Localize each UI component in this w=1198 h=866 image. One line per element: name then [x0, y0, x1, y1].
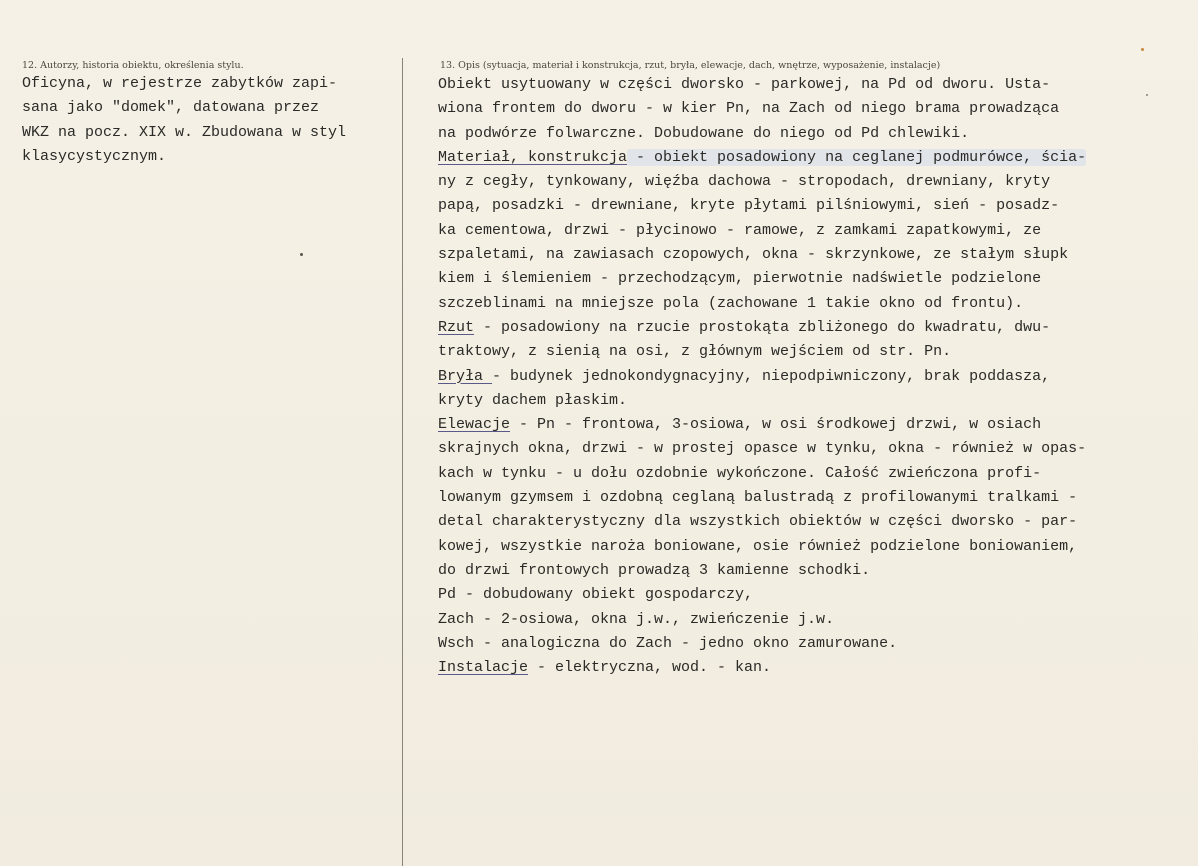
line-text: na podwórze folwarczne. Dobudowane do niego od Pd chlewiki. [438, 124, 970, 142]
line-text: papą, posadzki - drewniane, kryte płytami pilśniowymi, sień - posadz- [438, 197, 1060, 215]
line-text: Zach - 2-osiowa, okna j.w., zwieńczenie j.w. [438, 610, 835, 628]
right-text-line [438, 389, 1186, 413]
section-heading-material: Materiał, konstrukcja [438, 148, 628, 166]
right-text-line [438, 73, 1186, 97]
line-text: kiem i ślemieniem - przechodzącym, pierwotnie nadświetle podzielone [438, 270, 1042, 288]
right-text-line [438, 243, 1186, 267]
right-text-line [438, 194, 1186, 218]
line-text: szpaletami, na zawiasach czopowych, okna - skrzynkowe, ze stałym słupk [438, 246, 1069, 264]
left-column-header: 12. Autorzy, historia obiektu, określenia stylu. [22, 60, 244, 71]
line-text: kach w tynku - u dołu ozdobnie wykończone. Całość zwieńczona profi- [438, 464, 1042, 482]
section-heading-instalacje: Instalacje [438, 659, 529, 677]
line-text: szczeblinami na mniejsze pola (zachowane 1 takie okno od frontu). [438, 294, 1024, 312]
right-text-line [438, 146, 1186, 170]
right-text-line [438, 632, 1186, 656]
line-text: kryty dachem płaskim. [438, 391, 628, 409]
line-text: - Pn - frontowa, 3-osiowa, w osi środkowej drzwi, w osiach [510, 416, 1042, 434]
line-text: lowanym gzymsem i ozdobną ceglaną balustradą z profilowanymi tralkami - [438, 489, 1078, 507]
line-text: ny z cegły, tynkowany, więźba dachowa - stropodach, drewniany, kryty [438, 173, 1051, 191]
right-column-header: 13. Opis (sytuacja, materiał i konstrukcja, rzut, bryła, elewacje, dach, wnętrze, wyposażenie, instalacje) [440, 60, 941, 71]
left-text-line: WKZ na pocz. XIX w. Zbudowana w styl [22, 123, 347, 141]
right-text-line [438, 437, 1186, 461]
right-text-line [438, 413, 1186, 437]
line-text: do drzwi frontowych prowadzą 3 kamienne schodki. [438, 561, 871, 579]
right-text-line [438, 267, 1186, 291]
line-text: kowej, wszystkie naroża boniowane, osie również podzielone boniowaniem, [438, 537, 1078, 555]
right-text-line [438, 535, 1186, 559]
line-text: Obiekt usytuowany w części dworsko - parkowej, na Pd od dworu. Usta- [438, 76, 1051, 93]
right-text-line [438, 340, 1186, 364]
paper-speck [300, 253, 303, 256]
section-heading-bryla: Bryła [438, 367, 493, 385]
line-text: - elektryczna, wod. - kan. [528, 659, 772, 677]
right-text-line [438, 97, 1186, 121]
left-text-line: klasycystycznym. [22, 147, 167, 165]
line-text: ka cementowa, drzwi - płycinowo - ramowe, z zamkami zapatkowymi, ze [438, 221, 1042, 239]
right-text-line [438, 608, 1186, 632]
line-text: skrajnych okna, drzwi - w prostej opasce w tynku, okna - również w opas- [438, 440, 1087, 458]
line-text: detal charakterystyczny dla wszystkich obiektów w części dworsko - par- [438, 513, 1078, 531]
line-text: Pd - dobudowany obiekt gospodarczy, [438, 586, 754, 604]
paper-speck [1146, 94, 1148, 96]
paper-speck [1141, 48, 1144, 51]
left-column-text [22, 72, 400, 169]
right-text-line [438, 462, 1186, 486]
right-text-line [438, 583, 1186, 607]
right-text-line [438, 510, 1186, 534]
right-text-line [438, 219, 1186, 243]
left-text-line: sana jako "domek", datowana przez [22, 99, 320, 117]
section-heading-rzut: Rzut [438, 318, 475, 336]
right-text-line [438, 486, 1186, 510]
section-heading-elewacje: Elewacje [438, 416, 511, 434]
right-column-text [438, 73, 1186, 680]
line-text: - posadowiony na rzucie prostokąta zbliżonego do kwadratu, dwu- [474, 318, 1051, 336]
right-text-line [438, 122, 1186, 146]
line-text: wiona frontem do dworu - w kier Pn, na Zach od niego brama prowadząca [438, 100, 1060, 118]
line-text: - obiekt posadowiony na ceglanej podmurówce, ścia- [627, 148, 1087, 166]
right-text-line [438, 170, 1186, 194]
left-text-line: Oficyna, w rejestrze zabytków zapi- [22, 75, 338, 92]
line-text: - budynek jednokondygnacyjny, niepodpiwniczony, brak poddasza, [492, 367, 1051, 385]
right-text-line [438, 559, 1186, 583]
line-text: Wsch - analogiczna do Zach - jedno okno zamurowane. [438, 634, 898, 652]
column-divider [402, 58, 403, 866]
right-text-line [438, 316, 1186, 340]
right-text-line [438, 656, 1186, 680]
right-text-line [438, 365, 1186, 389]
line-text: traktowy, z sienią na osi, z głównym wejściem od str. Pn. [438, 343, 952, 361]
right-text-line [438, 292, 1186, 316]
